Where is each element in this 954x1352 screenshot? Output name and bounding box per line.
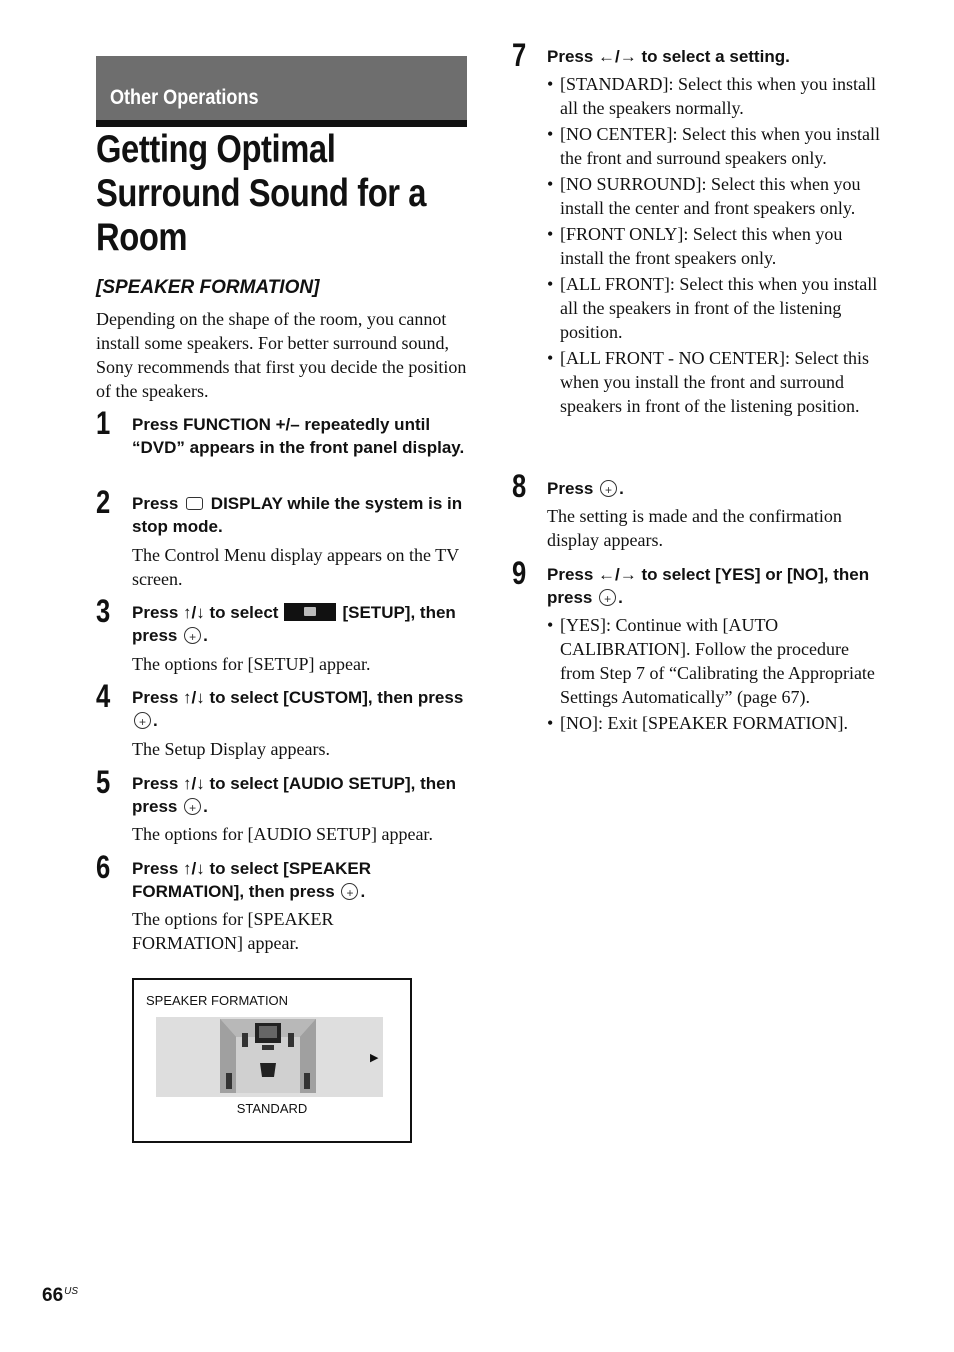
step-result: The Setup Display appears.: [132, 739, 330, 759]
step-instruction: Press ←/→ to select a setting.: [547, 47, 790, 66]
setup-toolbox-icon: [284, 603, 336, 621]
section-tab: [96, 56, 467, 127]
speaker-room-graphic: [220, 1019, 316, 1093]
step-number: 6: [96, 849, 111, 885]
list-item: • [ALL FRONT - NO CENTER]: Select this when you install the front and surround speakers in front of the listening position.: [547, 346, 887, 418]
step-number: 3: [96, 593, 111, 629]
step-number: 2: [96, 484, 111, 520]
screen-selected-value: STANDARD: [236, 1101, 308, 1116]
screen-title: SPEAKER FORMATION: [146, 993, 289, 1008]
step-result: The options for [SETUP] appear.: [132, 654, 371, 674]
intro-paragraph: Depending on the shape of the room, you cannot install some speakers. For better surround sound, Sony recommends that first you decide the position of the speakers.: [96, 309, 467, 401]
step-number: 1: [96, 405, 111, 441]
list-item: • [NO]: Exit [SPEAKER FORMATION].: [547, 711, 887, 735]
speaker-formation-screen: [132, 978, 412, 1143]
list-item: • [STANDARD]: Select this when you install all the speakers normally.: [547, 72, 887, 120]
enter-button-icon: [341, 883, 358, 900]
enter-button-icon: [599, 589, 616, 606]
page-number: $66^{US}$: [42, 1285, 79, 1306]
step-result: The options for [SPEAKER FORMATION] appear.: [132, 909, 334, 953]
list-item: • [NO SURROUND]: Select this when you install the center and front speakers only.: [547, 172, 887, 220]
speaker-layout-panel: [156, 1017, 383, 1097]
step-instruction: Press ↑/↓ to select [AUDIO SETUP], then press + .: [132, 772, 472, 818]
enter-button-icon: [184, 798, 201, 815]
enter-button-icon: [134, 712, 151, 729]
step-instruction: Press + .: [547, 477, 887, 500]
step-number: 8: [512, 468, 527, 504]
room-diagram-icon: [220, 1019, 316, 1093]
step-instruction: Press DISPLAY while the system is in stop mode.: [132, 494, 463, 536]
step-number: 5: [96, 764, 111, 800]
section-label: Other Operations: [110, 86, 259, 109]
enter-button-icon: [600, 480, 617, 497]
list-item: • [YES]: Continue with [AUTO CALIBRATION]. Follow the procedure from Step 7 of “Calibrating the Appropriate Settings Automatically” (page 67).: [547, 613, 887, 709]
step-instruction: Press ↑/↓ to select [SETUP], then press + .: [132, 601, 472, 647]
step-instruction: Press ←/→ to select [YES] or [NO], then press + .: [547, 563, 887, 609]
step-result: The options for [AUDIO SETUP] appear.: [132, 824, 433, 844]
step-number: 4: [96, 678, 111, 714]
step-instruction: Press ↑/↓ to select [CUSTOM], then press +.: [132, 686, 472, 732]
display-button-icon: [186, 497, 203, 510]
step-instruction: Press FUNCTION +/– repeatedly until “DVD” appears in the front panel display.: [132, 415, 465, 457]
page-title: Getting Optimal Surround Sound for a Room: [96, 128, 427, 259]
step-number: 7: [512, 37, 527, 73]
setting-options-list: [547, 72, 887, 420]
list-item: • [NO CENTER]: Select this when you install the front and surround speakers only.: [547, 122, 887, 170]
right-arrow-icon: ▶: [370, 1052, 379, 1064]
enter-button-icon: [184, 627, 201, 644]
list-item: • [ALL FRONT]: Select this when you install all the speakers in front of the listening position.: [547, 272, 887, 344]
list-item: • [FRONT ONLY]: Select this when you install the front speakers only.: [547, 222, 887, 270]
step-result: The Control Menu display appears on the TV screen.: [132, 545, 459, 589]
confirmation-options-list: [547, 613, 887, 737]
subheading: [SPEAKER FORMATION]: [96, 277, 320, 298]
step-result: The setting is made and the confirmation display appears.: [547, 506, 842, 550]
step-number: 9: [512, 555, 527, 591]
step-instruction: Press ↑/↓ to select [SPEAKER FORMATION], then press + .: [132, 857, 472, 903]
